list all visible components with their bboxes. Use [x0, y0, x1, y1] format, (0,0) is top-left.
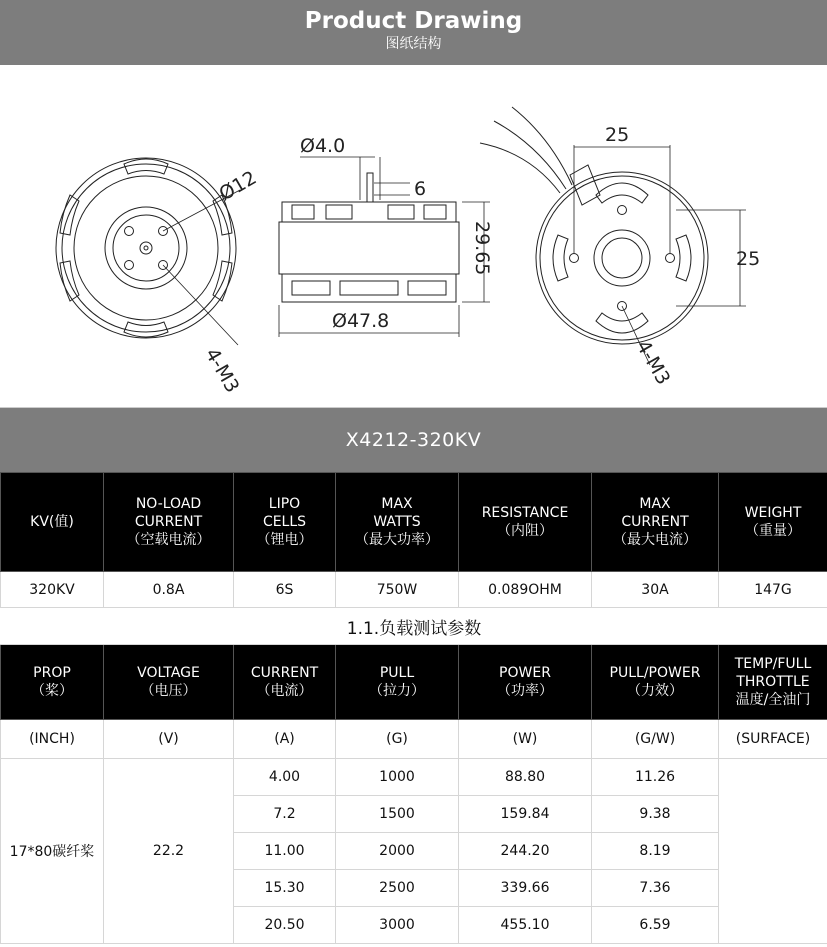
page-subtitle: 图纸结构: [385, 36, 442, 52]
unit-pull: (G): [336, 720, 459, 759]
spec-kv: 320KV: [1, 572, 104, 608]
test-h-current: CURRENT （电流）: [234, 645, 336, 720]
spec-weight: 147G: [719, 572, 827, 608]
power-cell: 88.80: [459, 759, 592, 796]
test-h-voltage: VOLTAGE （电压）: [104, 645, 234, 720]
spec-noload: 0.8A: [104, 572, 234, 608]
unit-efficiency: (G/W): [592, 720, 719, 759]
unit-voltage: (V): [104, 720, 234, 759]
spec-h-kv: KV(值): [1, 473, 104, 572]
spec-maxcurrent: 30A: [592, 572, 719, 608]
test-h-prop: PROP （桨）: [1, 645, 104, 720]
spec-maxwatts: 750W: [336, 572, 459, 608]
spec-h-maxcurrent: MAX CURRENT （最大电流）: [592, 473, 719, 572]
spec-h-lipo: LIPO CELLS （锂电）: [234, 473, 336, 572]
drawing-svg: [0, 65, 827, 407]
current-cell: 4.00: [234, 759, 336, 796]
dim-shaft: Ø4.0: [300, 135, 346, 157]
spec-h-maxwatts: MAX WATTS （最大功率）: [336, 473, 459, 572]
prop-cell: 17*80碳纤桨: [1, 759, 104, 944]
dim-top25: 25: [605, 124, 630, 146]
power-cell: 159.84: [459, 796, 592, 833]
front-view: [56, 158, 240, 345]
pull-cell: 1000: [336, 759, 459, 796]
efficiency-cell: 7.36: [592, 870, 719, 907]
spec-header-row: [1, 473, 827, 572]
dim-m3-front: 4-M3: [200, 344, 244, 397]
spec-table: [0, 472, 827, 944]
spec-h-resistance: RESISTANCE （内阻）: [459, 473, 592, 572]
section-title: 1.1.负载测试参数: [1, 608, 827, 645]
spec-lipo: 6S: [234, 572, 336, 608]
current-cell: 11.00: [234, 833, 336, 870]
test-header-row: [1, 645, 827, 720]
dim-diameter: Ø47.8: [332, 310, 390, 332]
dim-d12: Ø12: [215, 166, 261, 206]
power-cell: 339.66: [459, 870, 592, 907]
current-cell: 7.2: [234, 796, 336, 833]
efficiency-cell: 6.59: [592, 907, 719, 944]
pull-cell: 3000: [336, 907, 459, 944]
table-row: [1, 759, 827, 796]
efficiency-cell: 11.26: [592, 759, 719, 796]
test-h-pull: PULL （拉力）: [336, 645, 459, 720]
current-cell: 20.50: [234, 907, 336, 944]
dim-height: 29.65: [471, 221, 493, 276]
spec-h-noload: NO-LOAD CURRENT （空载电流）: [104, 473, 234, 572]
voltage-cell: 22.2: [104, 759, 234, 944]
model-band: X4212-320KV: [0, 408, 827, 472]
test-h-efficiency: PULL/POWER （力效）: [592, 645, 719, 720]
header-band: [0, 0, 827, 65]
unit-prop: (INCH): [1, 720, 104, 759]
efficiency-cell: 8.19: [592, 833, 719, 870]
spec-value-row: [1, 572, 827, 608]
section-row: [1, 608, 827, 645]
unit-temp: (SURFACE): [719, 720, 827, 759]
efficiency-cell: 9.38: [592, 796, 719, 833]
test-h-temp: TEMP/FULL THROTTLE 温度/全油门: [719, 645, 827, 720]
page-title: Product Drawing: [304, 8, 523, 34]
dim-m3-back: 4-M3: [631, 336, 675, 389]
pull-cell: 1500: [336, 796, 459, 833]
power-cell: 455.10: [459, 907, 592, 944]
spec-h-weight: WEIGHT （重量）: [719, 473, 827, 572]
pull-cell: 2500: [336, 870, 459, 907]
power-cell: 244.20: [459, 833, 592, 870]
motor-drawing: [0, 65, 827, 408]
test-h-power: POWER （功率）: [459, 645, 592, 720]
unit-power: (W): [459, 720, 592, 759]
unit-current: (A): [234, 720, 336, 759]
spec-resistance: 0.089OHM: [459, 572, 592, 608]
current-cell: 15.30: [234, 870, 336, 907]
unit-row: [1, 720, 827, 759]
temp-cell: [719, 759, 827, 944]
dim-six: 6: [414, 178, 427, 200]
dim-side25: 25: [736, 248, 761, 270]
pull-cell: 2000: [336, 833, 459, 870]
